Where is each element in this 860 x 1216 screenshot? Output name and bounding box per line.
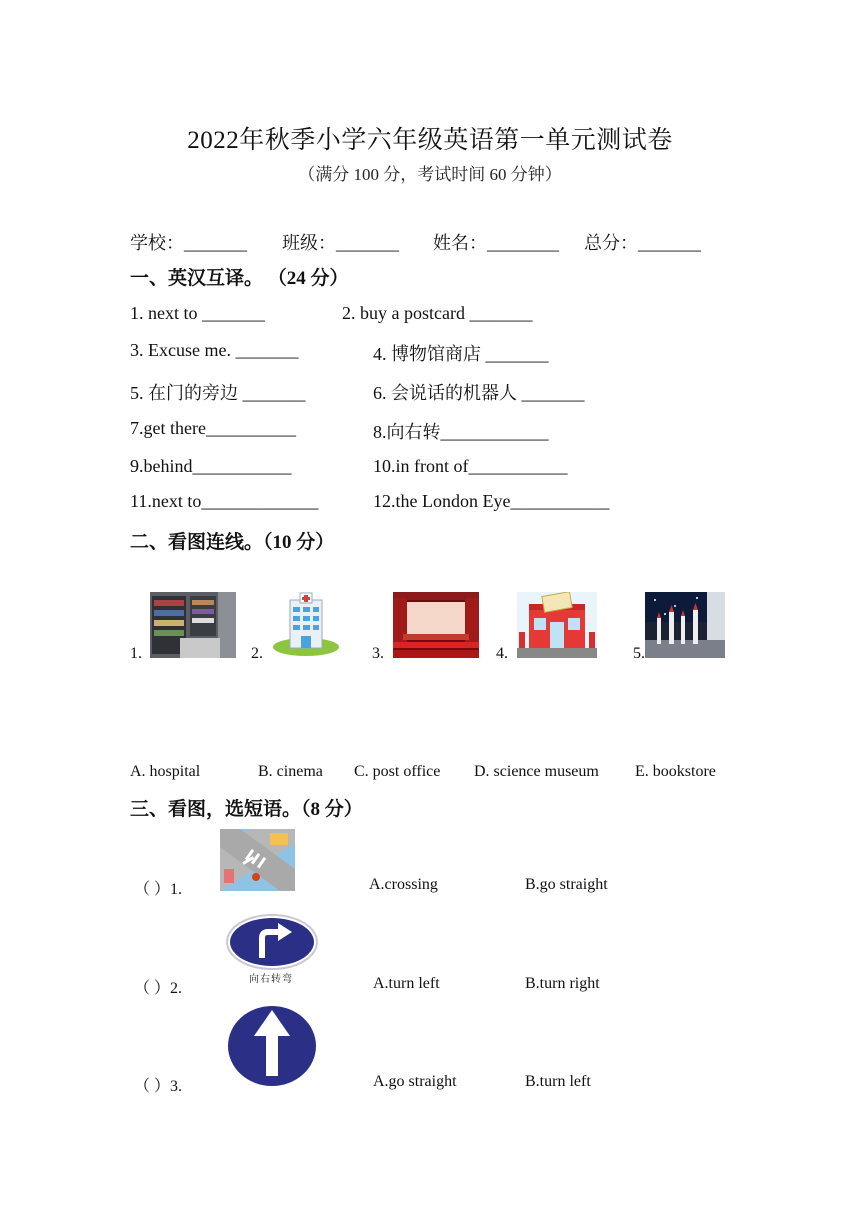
question-item: 3. Excuse me. _______ — [130, 340, 299, 360]
question-item: 1. next to _______ — [130, 303, 265, 323]
option-b: B.go straight — [525, 876, 608, 893]
picture-number: 1. — [130, 645, 142, 662]
section1-heading: 一、英汉互译。 （24 分） — [130, 268, 349, 289]
total-score-field: 总分：_______ — [584, 233, 701, 253]
picture-number: 5. — [633, 645, 645, 662]
hospital-icon — [272, 592, 340, 658]
question-item: 7.get there__________ — [130, 418, 296, 438]
post-office-icon — [517, 592, 597, 658]
section2-heading: 二、看图连线。（10 分） — [130, 532, 335, 553]
page-title: 2022年秋季小学六年级英语第一单元测试卷 — [187, 127, 673, 154]
question-item: 9.behind___________ — [130, 456, 292, 476]
option-b: B.turn left — [525, 1073, 591, 1090]
class-field: 班级：_______ — [282, 233, 399, 253]
answer-bracket: （ ）1. — [134, 881, 183, 898]
sign-caption: 向右转弯 — [249, 974, 293, 985]
page-subtitle: （满分 100 分，考试时间 60 分钟） — [298, 165, 562, 184]
school-field: 学校：_______ — [130, 233, 247, 253]
question-item: 10.in front of___________ — [373, 456, 568, 476]
option-label: B. cinema — [258, 763, 323, 780]
turn-right-sign — [222, 912, 320, 988]
picture-number: 2. — [251, 645, 263, 662]
answer-bracket: （ ）2. — [134, 980, 183, 997]
option-label: A. hospital — [130, 763, 201, 780]
option-a: A.turn left — [373, 975, 440, 992]
option-a: A.go straight — [373, 1073, 457, 1090]
science-museum-photo — [645, 592, 725, 658]
question-item: 4. 博物馆商店 _______ — [373, 344, 549, 364]
question-item: 2. buy a postcard _______ — [342, 303, 533, 323]
name-field: 姓名：________ — [433, 233, 559, 253]
option-a: A.crossing — [369, 876, 438, 893]
option-label: E. bookstore — [635, 763, 716, 780]
go-straight-sign — [222, 1004, 320, 1088]
bookstore-photo — [150, 592, 236, 658]
question-item: 5. 在门的旁边 _______ — [130, 383, 306, 403]
option-label: D. science museum — [474, 763, 599, 780]
option-b: B.turn right — [525, 975, 600, 992]
question-item: 8.向右转____________ — [373, 422, 549, 442]
picture-number: 3. — [372, 645, 384, 662]
option-label: C. post office — [354, 763, 441, 780]
picture-number: 4. — [496, 645, 508, 662]
question-item: 12.the London Eye___________ — [373, 491, 610, 511]
answer-bracket: （ ）3. — [134, 1078, 183, 1095]
cinema-photo — [393, 592, 479, 658]
question-item: 11.next to_____________ — [130, 491, 319, 511]
crossing-picture — [220, 829, 295, 891]
section3-heading: 三、看图，选短语。（8 分） — [130, 799, 363, 820]
question-item: 6. 会说话的机器人 _______ — [373, 383, 585, 403]
